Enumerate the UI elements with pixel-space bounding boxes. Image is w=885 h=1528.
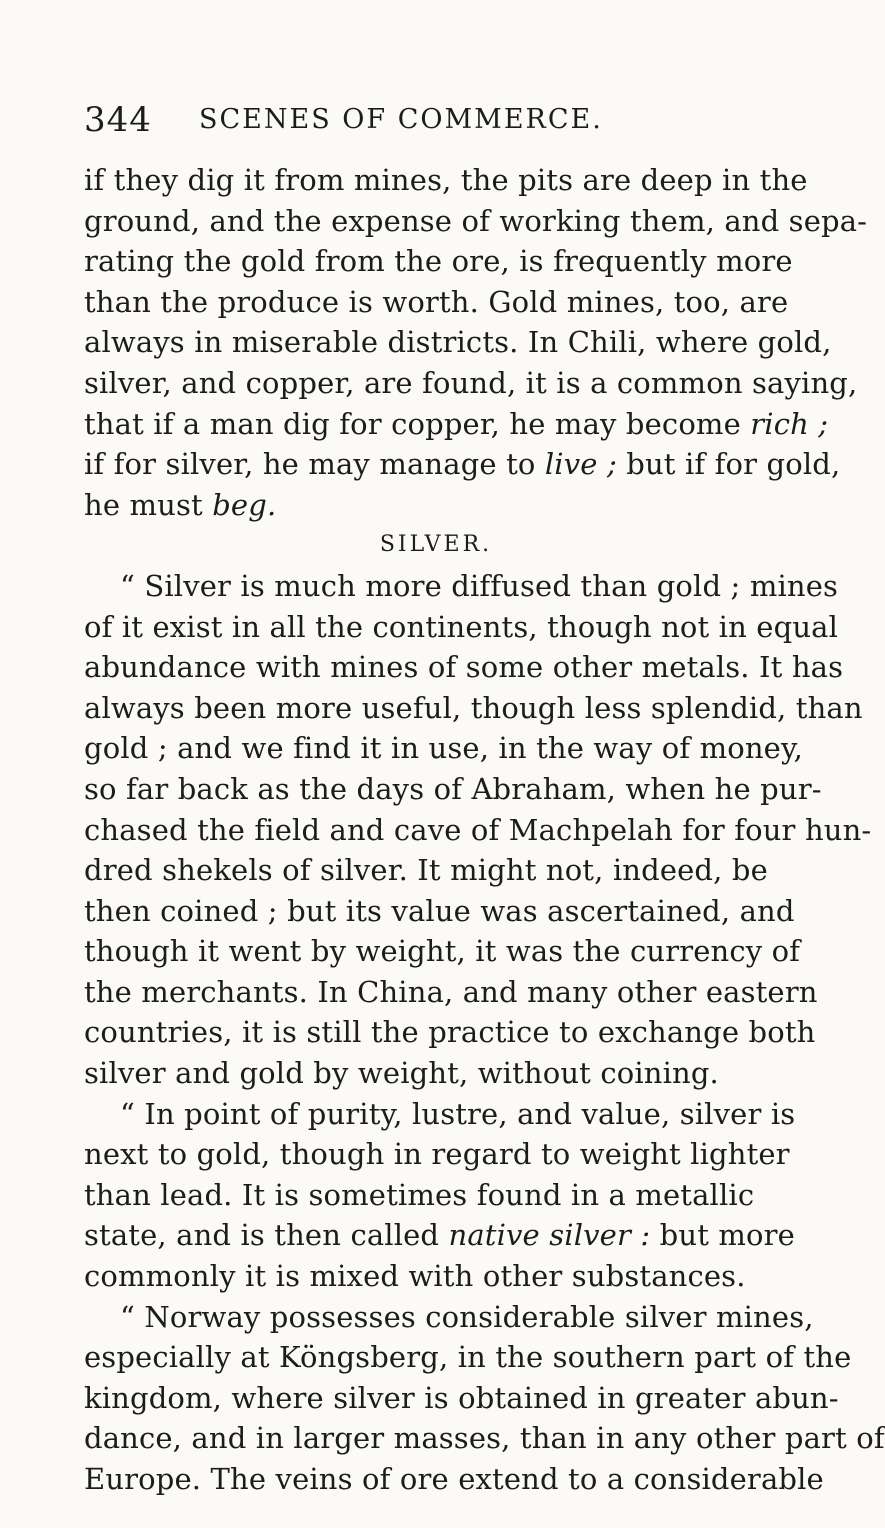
text-line: “ Silver is much more diffused than gold ; mines [120, 568, 839, 603]
section-heading [84, 525, 748, 566]
line-text: but if for gold, [616, 447, 841, 482]
text-line: “ Norway possesses considerable silver mines, [120, 1299, 814, 1334]
text-line: “ In point of purity, lustre, and value, silver is [120, 1096, 796, 1131]
text-line: of it exist in all the continents, though not in equal [84, 609, 839, 644]
running-head [84, 100, 748, 140]
text-line [84, 404, 829, 445]
text-line: than lead. It is sometimes found in a metallic [84, 1177, 755, 1212]
text-line [84, 485, 748, 526]
text-line: dance, and in larger masses, than in any other part of [84, 1421, 885, 1456]
text-line: abundance with mines of some other metals. It has [84, 650, 844, 685]
text-line: next to gold, though in regard to weight lighter [84, 1137, 790, 1172]
text-line: kingdom, where silver is obtained in greater abun- [84, 1380, 839, 1415]
text-line: so far back as the days of Abraham, when he pur- [84, 771, 822, 806]
text-line: the merchants. In China, and many other eastern [84, 974, 818, 1009]
text-line: silver and gold by weight, without coining. [84, 1056, 719, 1091]
text-line [84, 444, 841, 485]
line-text: state, and is then called [84, 1218, 449, 1253]
body-text [84, 160, 885, 1500]
text-line: chased the field and cave of Machpelah for four hun- [84, 812, 872, 847]
italic-word-beg: beg. [212, 487, 277, 522]
text-line: always in miserable districts. In Chili, where gold, [84, 325, 832, 360]
text-line: if they dig it from mines, the pits are deep in the [84, 163, 808, 197]
text-line: than the produce is worth. Gold mines, too, are [84, 284, 789, 319]
line-text: if for silver, he may manage to [84, 447, 545, 482]
line-text: but more [650, 1218, 795, 1253]
text-line: though it went by weight, it was the currency of [84, 934, 801, 969]
line-text: he must [84, 487, 213, 522]
running-title: SCENES OF COMMERCE. [199, 104, 603, 135]
section-heading-text: SILVER. [379, 532, 493, 558]
text-line: countries, it is still the practice to exchange both [84, 1015, 816, 1050]
text-line: commonly it is mixed with other substances. [84, 1259, 746, 1294]
text-line: ground, and the expense of working them, and sepa- [84, 203, 868, 238]
line-text: that if a man dig for copper, he may become [84, 406, 751, 441]
text-line: silver, and copper, are found, it is a common saying, [84, 365, 858, 400]
italic-word-live: live ; [544, 447, 617, 482]
text-line: rating the gold from the ore, is frequently more [84, 244, 793, 279]
text-line: always been more useful, though less splendid, than [84, 690, 863, 725]
page-number: 344 [84, 100, 152, 140]
text-line: then coined ; but its value was ascertained, and [84, 893, 795, 928]
italic-word-rich: rich ; [750, 406, 829, 441]
text-line [84, 1215, 795, 1256]
text-line: Europe. The veins of ore extend to a considerable [84, 1462, 824, 1496]
text-line: dred shekels of silver. It might not, indeed, be [84, 853, 768, 888]
text-line: gold ; and we find it in use, in the way of money, [84, 731, 804, 766]
text-line: especially at Köngsberg, in the southern part of the [84, 1340, 852, 1375]
italic-phrase-native-silver: native silver : [448, 1218, 651, 1253]
